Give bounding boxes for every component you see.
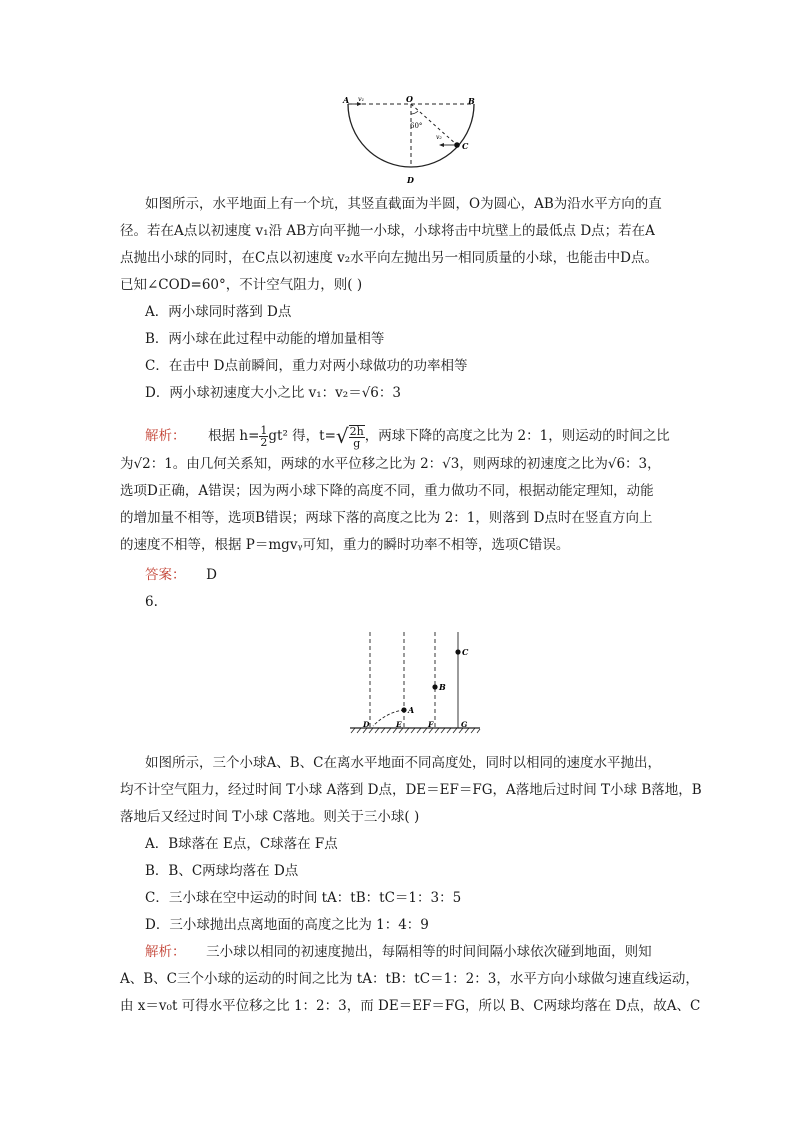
q5-stem-line-2: 径。若在A点以初速度 v₁沿 AB方向平抛一小球，小球将击中坑壁上的最低点 D点；若在A bbox=[120, 223, 655, 239]
label-c: C bbox=[462, 141, 469, 151]
q5-stem-line-4: 已知∠COD=60°，不计空气阻力，则( ) bbox=[120, 277, 363, 293]
q6-number: 6. bbox=[145, 594, 158, 610]
q6-option-b: B．B、C两球均落在 D点 bbox=[145, 863, 299, 879]
q6-option-c: C．三小球在空中运动的时间 tA：tB：tC＝1：3：5 bbox=[145, 890, 462, 906]
q5-option-a: A．两小球同时落到 D点 bbox=[145, 304, 292, 320]
label-a: A bbox=[343, 95, 350, 105]
q6-stem-line-3: 落地后又经过时间 T小球 C落地。则关于三小球( ) bbox=[120, 809, 420, 825]
answer-label: 答案： bbox=[145, 567, 186, 583]
label-b: B bbox=[439, 682, 446, 692]
q6-analysis-line-1 bbox=[145, 940, 705, 965]
label-g: G bbox=[461, 720, 468, 729]
q5-analysis-line-5: 的速度不相等，根据 P＝mgvᵧ可知，重力的瞬时功率不相等，选项C错误。 bbox=[120, 537, 570, 553]
q6-analysis-line-3: 由 x＝v₀t 可得水平位移之比 1：2：3，而 DE＝EF＝FG，所以 B、C两球均落在 D点，故A、C bbox=[120, 998, 701, 1014]
q6-stem-line-2: 均不计空气阻力，经过时间 T小球 A落到 D点，DE＝EF＝FG，A落地后过时间 T小球 B落地，B bbox=[120, 782, 702, 798]
label-e: E bbox=[396, 720, 402, 729]
q6-stem-line-1: 如图所示，三个小球A、B、C在离水平地面不同高度处，同时以相同的速度水平抛出， bbox=[145, 755, 661, 771]
q5-analysis-line-4: 的增加量不相等，选项B错误；两球下落的高度之比为 2：1，则落到 D点时在竖直方向上 bbox=[120, 510, 653, 526]
label-c: C bbox=[462, 647, 469, 657]
semicircle-pit-figure bbox=[340, 94, 490, 186]
q6-option-d: D．三小球抛出点离地面的高度之比为 1：4：9 bbox=[145, 917, 429, 933]
label-a: A bbox=[408, 705, 415, 715]
label-angle: 60° bbox=[410, 122, 423, 130]
answer-value: D bbox=[206, 567, 217, 583]
label-b: B bbox=[468, 96, 475, 106]
label-v1: v₁ bbox=[358, 95, 365, 103]
q6-option-a: A．B球落在 E点，C球落在 F点 bbox=[145, 836, 338, 852]
q5-analysis-line-3: 选项D正确，A错误；因为两小球下降的高度不同，重力做功不同，根据动能定理知，动能 bbox=[120, 483, 654, 499]
label-d: D bbox=[363, 720, 370, 729]
formula-part: gt² 得，t= bbox=[268, 428, 336, 444]
q5-option-b: B．两小球在此过程中动能的增加量相等 bbox=[145, 331, 385, 347]
label-f: F bbox=[428, 720, 434, 729]
label-o: O bbox=[406, 94, 413, 104]
q5-option-c: C．在击中 D点前瞬间，重力对两小球做功的功率相等 bbox=[145, 358, 468, 374]
q5-stem-line-3: 点抛出小球的同时，在C点以初速度 v₂水平向左抛出另一相同质量的小球，也能击中D点。 bbox=[120, 250, 658, 266]
label-d: D bbox=[407, 175, 414, 185]
q6-analysis-line-2: A、B、C三个小球的运动的时间之比为 tA：tB：tC＝1：2：3，水平方向小球做匀速直线运动， bbox=[120, 971, 699, 987]
formula-part: 根据 h= bbox=[208, 428, 260, 444]
formula-part: ，两球下降的高度之比为 2：1，则运动的时间之比 bbox=[364, 428, 670, 444]
sqrt-fraction: √ $\frac{2h}{g}$ bbox=[335, 424, 364, 450]
analysis-label: 解析： bbox=[145, 944, 186, 960]
q5-analysis-line-2: 为√2：1。由几何关系知，两球的水平位移之比为 2：√3，则两球的初速度之比为√6：3， bbox=[120, 456, 661, 472]
fraction-half: $\frac{1}{2}$ bbox=[260, 424, 268, 449]
q5-stem-line-1: 如图所示，水平地面上有一个坑，其竖直截面为半圆，O为圆心，AB为沿水平方向的直 bbox=[145, 196, 662, 212]
q5-option-d: D．两小球初速度大小之比 v₁：v₂＝√6：3 bbox=[145, 385, 401, 401]
analysis-label: 解析： bbox=[145, 428, 186, 444]
q5-answer bbox=[145, 563, 705, 588]
q5-analysis-line-1 bbox=[145, 424, 705, 449]
analysis-text: 三小球以相同的初速度抛出，每隔相等的时间间隔小球依次碰到地面，则知 bbox=[206, 944, 652, 960]
label-v2: v₂ bbox=[436, 134, 442, 141]
three-balls-figure bbox=[345, 630, 485, 742]
